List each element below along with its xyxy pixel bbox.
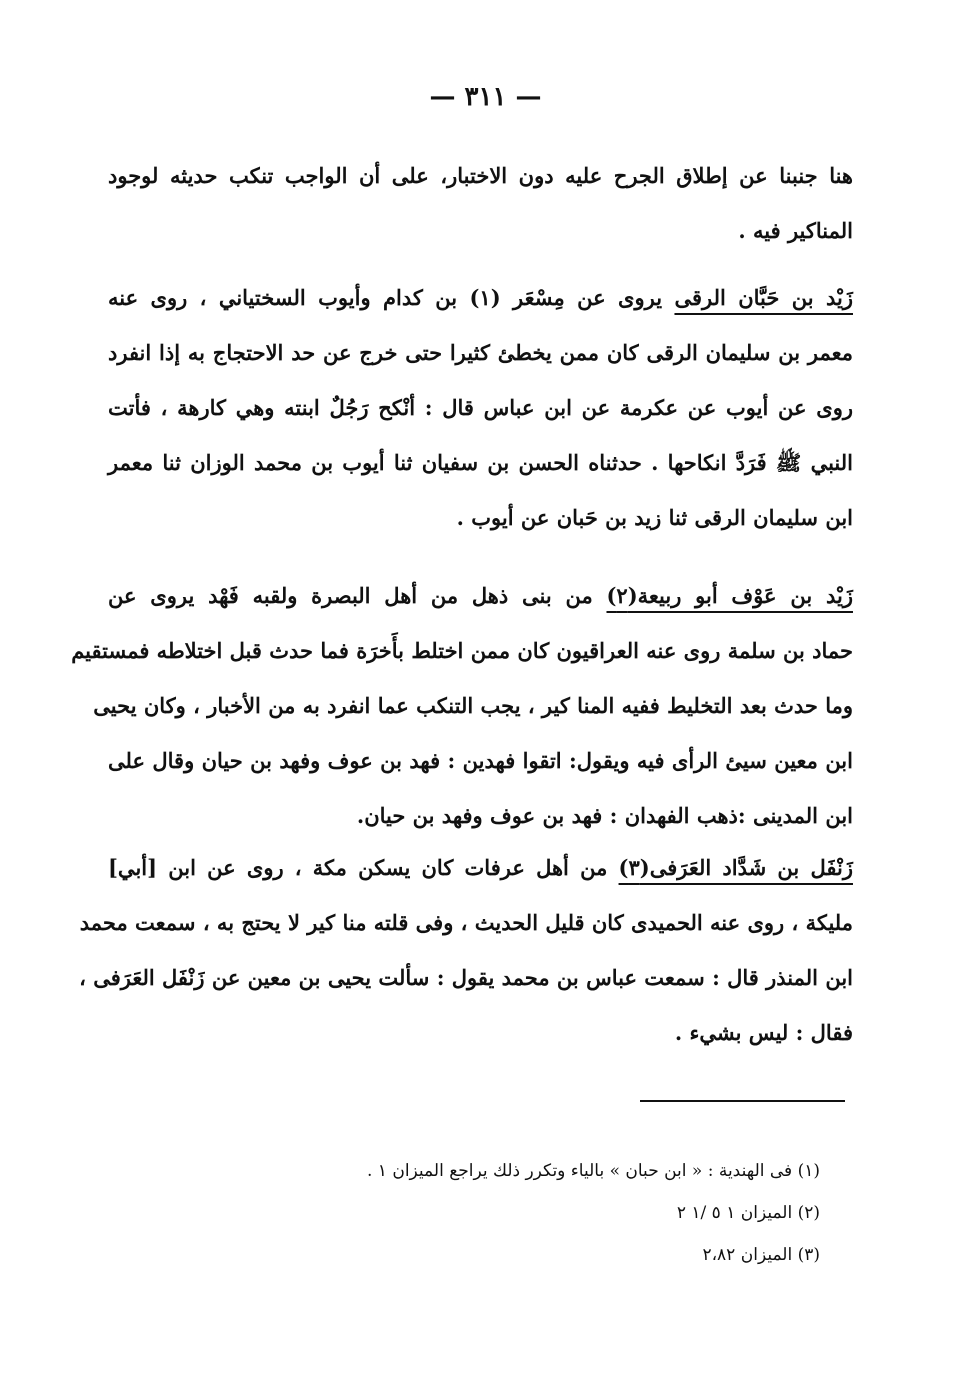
text-line: مليكة ، روى عنه الحميدى كان قليل الحديث ، وفى قلته منا كير لا يحتج به ، سمعت محمد xyxy=(79,910,853,935)
text-line: ابن المنذر قال : سمعت عباس بن محمد يقول : سألت يحيى بن معين عن زَنْفَل العَرَفى ، xyxy=(79,965,853,990)
text-line: هنا جنبنا عن إطلاق الجرح عليه دون الاختبار، على أن الواجب تنكب حديثه لوجود xyxy=(108,163,853,188)
text-line: النبي ﷺ فَرَدَّ انكاحها . حدثناه الحسن بن سفيان ثنا أيوب بن محمد الوزان ثنا معمر xyxy=(108,450,853,475)
footnote-2: (٢) الميزان ١ ٥ /١ ٢ xyxy=(676,1203,820,1223)
entry-heading-name: زَيْد بن عَوْف أبو ربيعة(٢) xyxy=(606,583,853,608)
text-span: من أهل عرفات كان يسكن مكة ، روى عن ابن [أبي] xyxy=(108,855,608,880)
paragraph-intro xyxy=(108,148,853,258)
entry-heading-name: زَنْفَل بن شَدَّاد العَرَفى(٣) xyxy=(618,855,853,880)
text-line: المناكير فيه . xyxy=(738,218,853,243)
footnotes xyxy=(280,1150,820,1276)
text-line xyxy=(108,568,853,623)
page-number: — ٣١١ — xyxy=(429,82,542,112)
text-line: فقال : ليس بشيء . xyxy=(674,1020,853,1045)
text-line: ابن سليمان الرقى ثنا زيد بن حَبان عن أيوب . xyxy=(456,505,853,530)
text-line: ابن معين سيئ الرأى فيه ويقول: اتقوا فهدين : فهد بن عوف وفهد بن حيان وقال على xyxy=(108,748,853,773)
text-line: معمر بن سليمان الرقى كان ممن يخطئ كثيرا حتى خرج عن حد الاحتجاج به إذا انفرد xyxy=(108,340,853,365)
entry-heading-name: زَيْد بن حَبَّان الرقى xyxy=(674,285,853,310)
entry-zaid-ibn-awf xyxy=(71,568,853,843)
entry-zanfal-ibn-shaddad xyxy=(79,840,853,1060)
footnote-divider xyxy=(640,1100,845,1102)
text-line xyxy=(108,270,853,325)
text-line: وما حدث بعد التخليط ففيه المنا كير ، يجب التنكب عما انفرد به من الأخبار ، وكان يحيى xyxy=(93,693,853,718)
text-span: من بنى ذهل من أهل البصرة ولقبه فَهْد يروى عن xyxy=(108,583,593,608)
footnote-3: (٣) الميزان ٢،٨٢ xyxy=(702,1245,820,1265)
footnote-1: (١) فى الهندية : « ابن حبان » بالياء وتكرر ذلك يراجع الميزان ١ . xyxy=(366,1161,820,1181)
text-line: روى عن أيوب عن عكرمة عن ابن عباس قال : أنْكح رَجُلٌ ابنته وهي كارهة ، فأتت xyxy=(108,395,853,420)
text-line xyxy=(108,840,853,895)
entry-zaid-ibn-hibban xyxy=(108,270,853,545)
text-span: يروى عن مِسْعَر (١) بن كدام وأيوب السختياني ، روى عنه xyxy=(108,285,663,310)
text-line: ابن المدينى :ذهب الفهدان : فهد بن عوف وفهد بن حيان. xyxy=(356,803,853,828)
text-line: حماد بن سلمة روى عنه العراقيون كان ممن اختلط بأَخرَة فما حدث قبل اختلاطه فمستقيم xyxy=(71,638,853,663)
